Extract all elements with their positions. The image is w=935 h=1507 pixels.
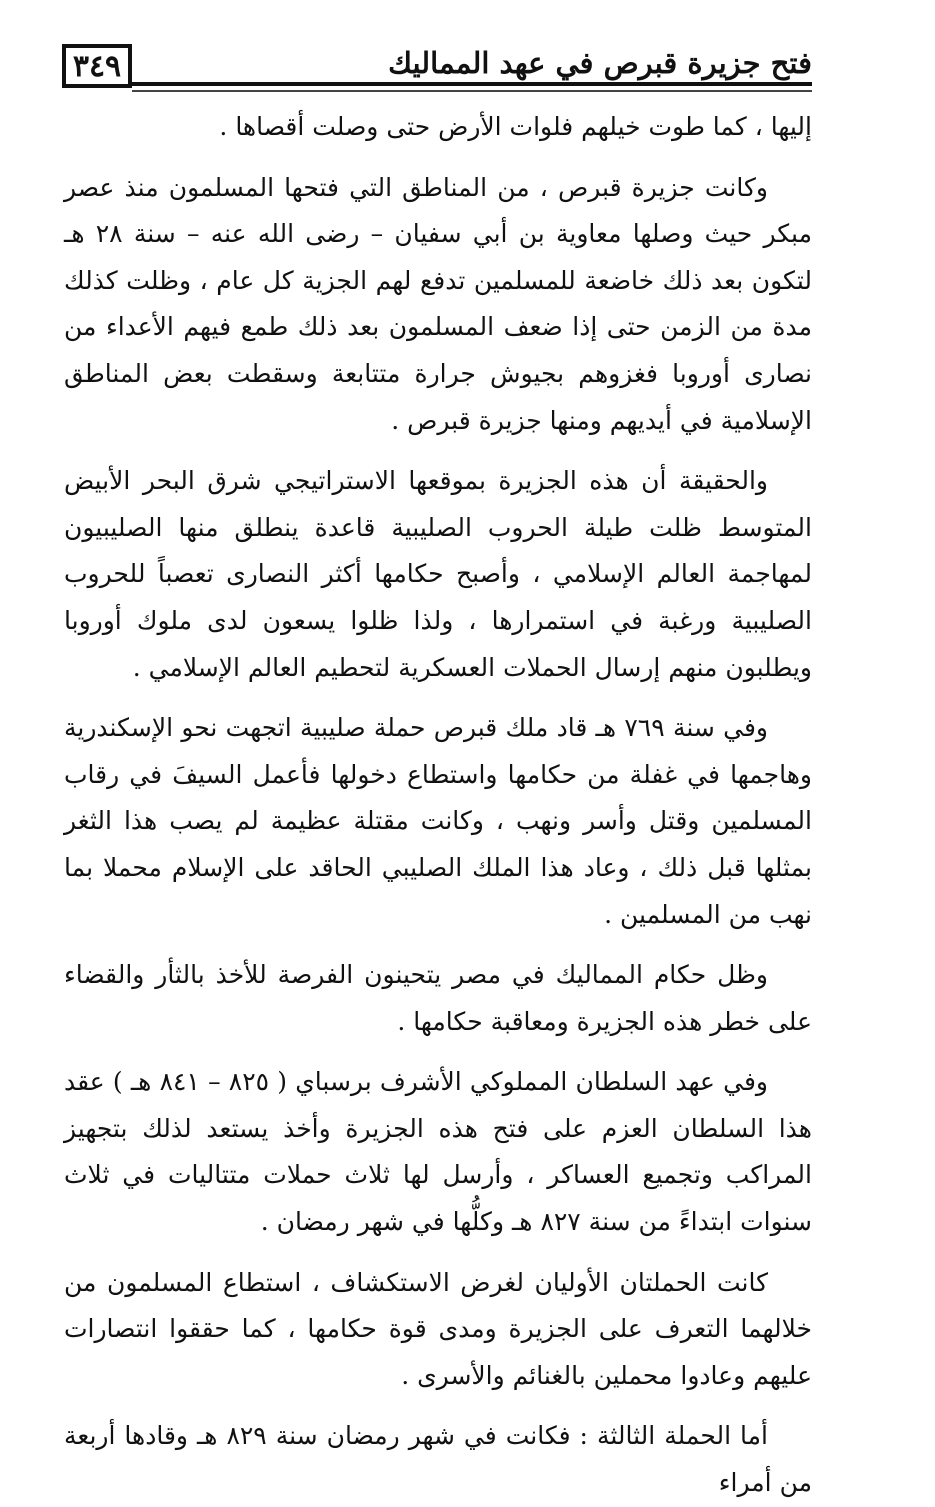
header-rule-thick [132, 82, 812, 86]
paragraph: أما الحملة الثالثة : فكانت في شهر رمضان سنة ٨٢٩ هـ وقادها أربعة من أمراء [64, 1421, 812, 1498]
header-rule-thin [132, 90, 812, 92]
paragraph: وظل حكام المماليك في مصر يتحينون الفرصة للأخذ بالثأر والقضاء على خطر هذه الجزيرة ومعاقبة حكامها . [64, 960, 812, 1036]
paragraph: وكانت جزيرة قبرص ، من المناطق التي فتحها المسلمون منذ عصر مبكر حيث وصلها معاوية بن أبي سفيان – رضى الله عنه – سنة ٢٨ هـ لتكون بعد ذلك خاضعة للمسلمين تدفع لهم الجزية كل عام ، وظلت كذلك مدة من الزمن حتى إذا ضعف المسلمون بعد ذلك طمع فيهم الأعداء من نصارى أوروبا فغزوهم بجيوش جرارة متتابعة وسقطت بعض المناطق الإسلامية في أيديهم ومنها جزيرة قبرص . [64, 172, 812, 435]
paragraph: والحقيقة أن هذه الجزيرة بموقعها الاستراتيجي شرق البحر الأبيض المتوسط ظلت طيلة الحروب الصليبية قاعدة ينطلق منها الصليبيون لمهاجمة العالم الإسلامي ، وأصبح حكامها أكثر النصارى تعصباً للحروب الصليبية ورغبة في استمرارها ، ولذا ظلوا يسعون لدى ملوك أوروبا ويطلبون منهم إرسال الحملات العسكرية لتحطيم العالم الإسلامي . [64, 466, 812, 682]
running-title: فتح جزيرة قبرص في عهد المماليك [388, 46, 812, 80]
paragraph: وفي سنة ٧٦٩ هـ قاد ملك قبرص حملة صليبية اتجهت نحو الإسكندرية وهاجمها في غفلة من حكامها واستطاع دخولها فأعمل السيفَ في رقاب المسلمين وقتل وأسر ونهب ، وكانت مقتلة عظيمة لم يصب هذا الثغر بمثلها قبل ذلك ، وعاد هذا الملك الصليبي الحاقد على الإسلام محملا بما نهب من المسلمين . [64, 713, 812, 929]
paragraph-continuation: إليها ، كما طوت خيلهم فلوات الأرض حتى وصلت أقصاها . [219, 112, 812, 141]
paragraph: وفي عهد السلطان المملوكي الأشرف برسباي ( ٨٢٥ – ٨٤١ هـ ) عقد هذا السلطان العزم على فتح هذه الجزيرة وأخذ يستعد لذلك بتجهيز المراكب وتجميع العساكر ، وأرسل لها ثلاث حملات متتاليات في ثلاث سنوات ابتداءً من سنة ٨٢٧ هـ وكلُّها في شهر رمضان . [64, 1067, 812, 1237]
paragraph: كانت الحملتان الأوليان لغرض الاستكشاف ، استطاع المسلمون من خلالهما التعرف على الجزيرة ومدى قوة حكامها ، كما حققوا انتصارات عليهم وعادوا محملين بالغنائم والأسرى . [64, 1267, 812, 1390]
page-number: ٣٤٩ [62, 44, 132, 88]
body-text [64, 104, 812, 1507]
page-header [62, 44, 812, 96]
